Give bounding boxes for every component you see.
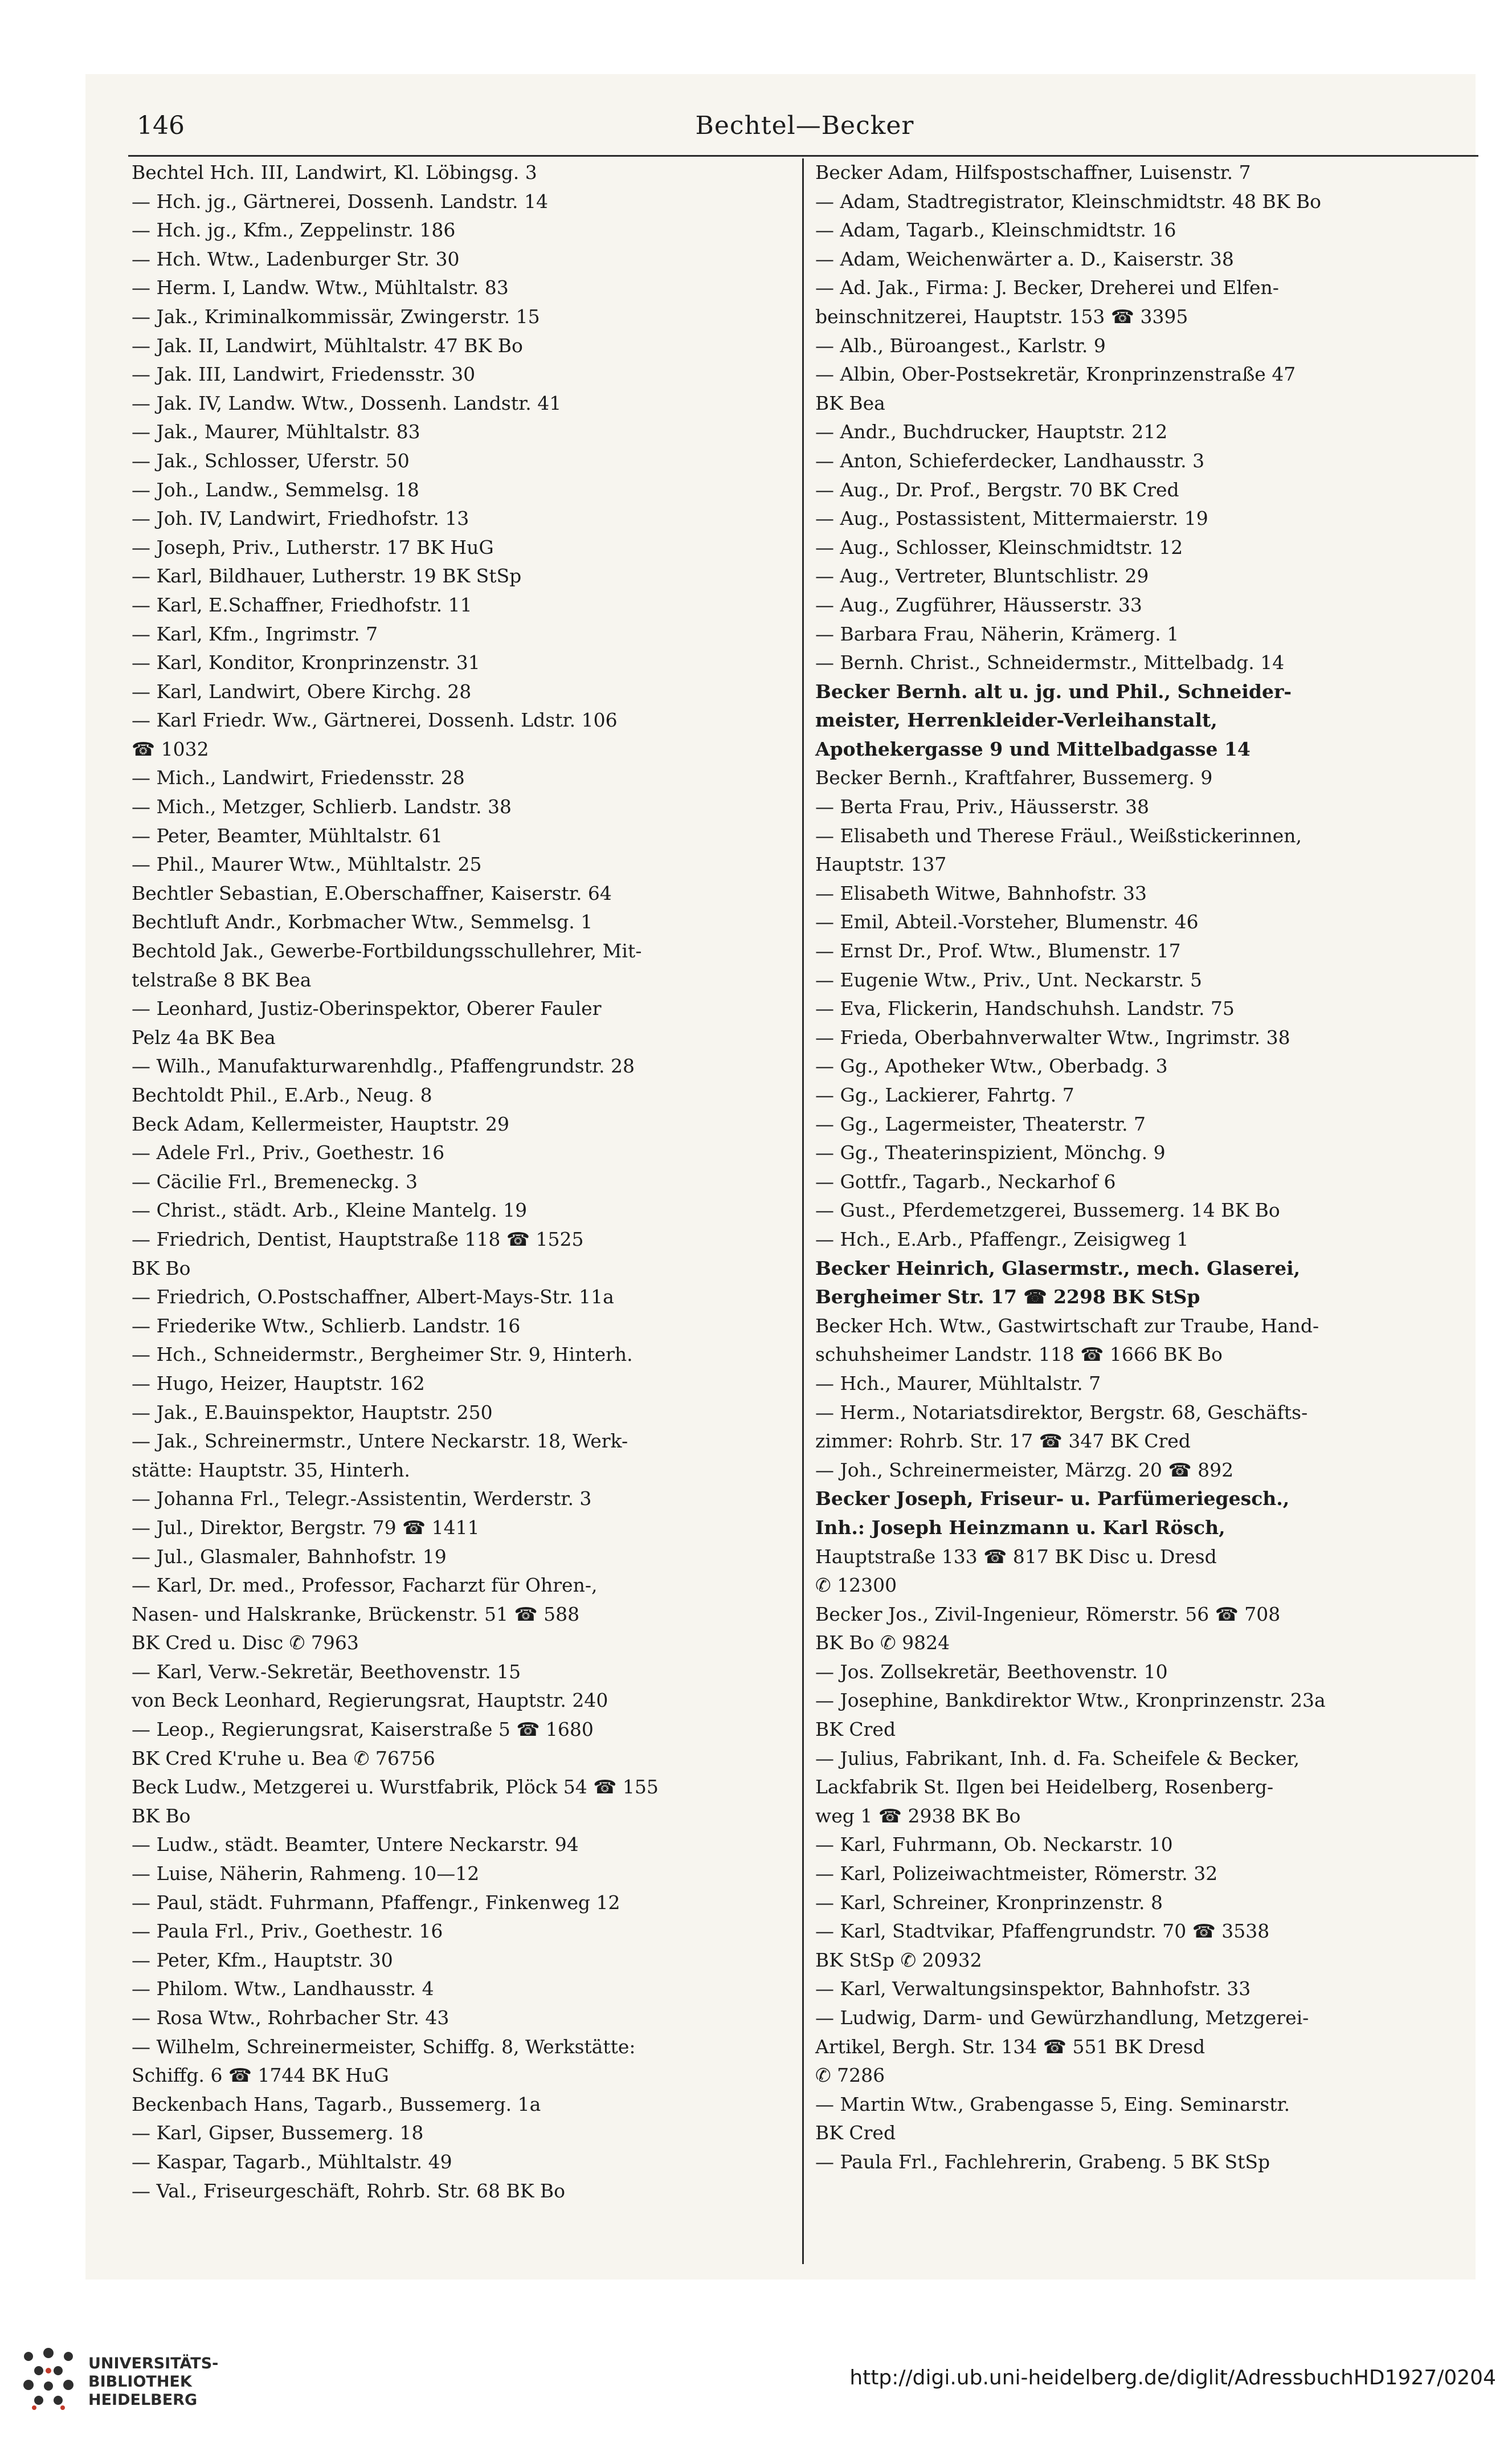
directory-entry: — Adam, Weichenwärter a. D., Kaiserstr. 38 [815,247,1234,270]
directory-entry: — Gg., Lackierer, Fahrtg. 7 [815,1084,1074,1106]
directory-entry: Schiffg. 6 ☎ 1744 BK HuG [132,2064,389,2087]
directory-entry: — Alb., Büroangest., Karlstr. 9 [815,334,1106,357]
directory-entry: — Peter, Kfm., Hauptstr. 30 [132,1948,393,1971]
directory-entry: — Herm. I, Landw. Wtw., Mühltalstr. 83 [132,276,509,299]
directory-entry: — Jul., Glasmaler, Bahnhofstr. 19 [132,1545,447,1568]
directory-entry: — Adam, Tagarb., Kleinschmidtstr. 16 [815,219,1176,242]
library-name-line: HEIDELBERG [88,2391,198,2409]
directory-entry: — Jak., E.Bauinspektor, Hauptstr. 250 [132,1401,493,1424]
directory-entry: weg 1 ☎ 2938 BK Bo [815,1804,1021,1827]
directory-entry: — Luise, Näherin, Rahmeng. 10—12 [132,1862,480,1885]
directory-entry: — Karl, Kfm., Ingrimstr. 7 [132,622,378,645]
directory-entry: Beck Ludw., Metzgerei u. Wurstfabrik, Plöck 54 ☎ 155 [132,1776,659,1799]
directory-entry: Becker Joseph, Friseur- u. Parfümeriegesch., [815,1487,1290,1510]
directory-entry: — Karl, Verw.-Sekretär, Beethovenstr. 15 [132,1660,521,1683]
directory-entry: Beckenbach Hans, Tagarb., Bussemerg. 1a [132,2093,541,2115]
directory-entry: — Gust., Pferdemetzgerei, Bussemerg. 14 BK Bo [815,1199,1280,1222]
directory-entry: — Mich., Metzger, Schlierb. Landstr. 38 [132,796,512,818]
directory-entry: ✆ 12300 [815,1574,897,1597]
directory-entry: — Karl, E.Schaffner, Friedhofstr. 11 [132,593,472,616]
directory-entry: — Ernst Dr., Prof. Wtw., Blumenstr. 17 [815,940,1181,963]
directory-entry: — Anton, Schieferdecker, Landhausstr. 3 [815,449,1205,472]
directory-entry: — Karl, Polizeiwachtmeister, Römerstr. 32 [815,1862,1218,1885]
directory-entry: BK Bo [132,1804,191,1827]
directory-entry: Bechtluft Andr., Korbmacher Wtw., Semmelsg. 1 [132,911,593,933]
directory-entry: — Hch. Wtw., Ladenburger Str. 30 [132,247,460,270]
directory-entry: — Leonhard, Justiz-Oberinspektor, Oberer Fauler [132,997,602,1020]
directory-entry: — Val., Friseurgeschäft, Rohrb. Str. 68 BK Bo [132,2179,565,2202]
directory-entry: — Hch. jg., Gärtnerei, Dossenh. Landstr. 14 [132,190,548,213]
page-title: Bechtel—Becker [695,111,914,140]
directory-entry: — Karl Friedr. Ww., Gärtnerei, Dossenh. Ldstr. 106 [132,709,618,732]
directory-entry: — Ludw., städt. Beamter, Untere Neckarstr. 94 [132,1833,579,1856]
directory-entry: — Jul., Direktor, Bergstr. 79 ☎ 1411 [132,1516,480,1539]
directory-entry: — Gg., Apotheker Wtw., Oberbadg. 3 [815,1055,1168,1078]
directory-entry: zimmer: Rohrb. Str. 17 ☎ 347 BK Cred [815,1430,1191,1453]
directory-entry: BK StSp ✆ 20932 [815,1948,982,1971]
directory-entry: — Karl, Bildhauer, Lutherstr. 19 BK StSp [132,565,522,588]
directory-entry: Becker Adam, Hilfspostschaffner, Luisenstr. 7 [815,161,1251,183]
directory-entry: BK Cred [815,1718,896,1741]
library-name [88,2355,218,2409]
header-rule [128,155,1478,157]
directory-entry: — Hch., E.Arb., Pfaffengr., Zeisigweg 1 [815,1228,1189,1250]
directory-entry: — Ad. Jak., Firma: J. Becker, Dreherei und Elfen- [815,276,1279,299]
directory-entry: — Jak. IV, Landw. Wtw., Dossenh. Landstr. 41 [132,392,562,414]
directory-entry: Beck Adam, Kellermeister, Hauptstr. 29 [132,1112,509,1135]
directory-entry: — Joh., Landw., Semmelsg. 18 [132,478,419,501]
directory-entry: — Joh., Schreinermeister, Märzg. 20 ☎ 892 [815,1458,1234,1481]
directory-entry: — Rosa Wtw., Rohrbacher Str. 43 [132,2007,449,2029]
library-name-line: UNIVERSITÄTS- [88,2355,219,2372]
directory-entry: — Leop., Regierungsrat, Kaiserstraße 5 ☎ 1680 [132,1718,594,1741]
directory-entry: BK Cred K'ruhe u. Bea ✆ 76756 [132,1747,435,1769]
right-column [812,158,1478,2177]
directory-entry: — Wilh., Manufakturwarenhdlg., Pfaffengrundstr. 28 [132,1055,635,1078]
directory-entry: — Elisabeth und Therese Fräul., Weißstickerinnen, [815,824,1302,847]
directory-entry: — Peter, Beamter, Mühltalstr. 61 [132,824,443,847]
directory-entry: — Albin, Ober-Postsekretär, Kronprinzenstraße 47 [815,363,1296,386]
directory-entry: — Josephine, Bankdirektor Wtw., Kronprinzenstr. 23a [815,1689,1326,1712]
directory-entry: ✆ 7286 [815,2064,885,2087]
directory-entry: Hauptstr. 137 [815,853,947,876]
directory-entry: — Friedrich, Dentist, Hauptstraße 118 ☎ 1525 [132,1228,584,1250]
directory-entry: — Karl, Landwirt, Obere Kirchg. 28 [132,680,472,703]
university-library-logo-icon [17,2345,80,2413]
directory-entry: meister, Herrenkleider-Verleihanstalt, [815,709,1217,732]
directory-entry: Bergheimer Str. 17 ☎ 2298 BK StSp [815,1286,1200,1308]
directory-entry: — Martin Wtw., Grabengasse 5, Eing. Seminarstr. [815,2093,1290,2115]
directory-entry: — Mich., Landwirt, Friedensstr. 28 [132,766,465,789]
directory-entry: Bechtel Hch. III, Landwirt, Kl. Löbingsg. 3 [132,161,537,183]
directory-entry: — Berta Frau, Priv., Häusserstr. 38 [815,796,1149,818]
directory-entry: Becker Jos., Zivil-Ingenieur, Römerstr. 56 ☎ 708 [815,1602,1281,1625]
directory-entry: — Herm., Notariatsdirektor, Bergstr. 68, Geschäfts- [815,1401,1308,1424]
directory-entry: Becker Bernh., Kraftfahrer, Bussemerg. 9 [815,766,1213,789]
directory-entry: stätte: Hauptstr. 35, Hinterh. [132,1458,410,1481]
directory-entry: — Emil, Abteil.-Vorsteher, Blumenstr. 46 [815,911,1199,933]
directory-entry: Becker Heinrich, Glasermstr., mech. Glaserei, [815,1257,1301,1279]
directory-entry: — Friedrich, O.Postschaffner, Albert-Mays-Str. 11a [132,1286,614,1308]
directory-entry: — Philom. Wtw., Landhausstr. 4 [132,1977,434,2000]
directory-entry: — Gottfr., Tagarb., Neckarhof 6 [815,1170,1116,1193]
directory-entry: — Jak. III, Landwirt, Friedensstr. 30 [132,363,476,386]
directory-entry: — Eva, Flickerin, Handschuhsh. Landstr. 75 [815,997,1235,1020]
directory-entry: — Barbara Frau, Näherin, Krämerg. 1 [815,622,1179,645]
directory-entry: schuhsheimer Landstr. 118 ☎ 1666 BK Bo [815,1343,1223,1366]
directory-entry: — Joh. IV, Landwirt, Friedhofstr. 13 [132,507,469,530]
source-url-link[interactable]: http://digi.ub.uni-heidelberg.de/diglit/AdressbuchHD1927/0204 [849,2366,1496,2389]
directory-entry: ☎ 1032 [132,737,209,760]
directory-entry: Becker Hch. Wtw., Gastwirtschaft zur Traube, Hand- [815,1314,1319,1337]
directory-entry: — Friederike Wtw., Schlierb. Landstr. 16 [132,1314,521,1337]
directory-entry: — Paula Frl., Priv., Goethestr. 16 [132,1920,443,1943]
directory-entry: — Jak., Schreinermstr., Untere Neckarstr. 18, Werk- [132,1430,628,1453]
directory-entry: — Joseph, Priv., Lutherstr. 17 BK HuG [132,536,494,558]
directory-entry: — Paula Frl., Fachlehrerin, Grabeng. 5 BK StSp [815,2150,1270,2173]
directory-entry: — Eugenie Wtw., Priv., Unt. Neckarstr. 5 [815,968,1202,991]
directory-entry: Bechtold Jak., Gewerbe-Fortbildungsschullehrer, Mit- [132,940,642,963]
directory-entry: Pelz 4a BK Bea [132,1026,276,1049]
directory-entry: — Wilhelm, Schreinermeister, Schiffg. 8, Werkstätte: [132,2035,636,2058]
directory-entry: — Hugo, Heizer, Hauptstr. 162 [132,1372,425,1394]
directory-entry: BK Bea [815,392,885,414]
directory-entry: beinschnitzerei, Hauptstr. 153 ☎ 3395 [815,305,1188,328]
directory-entry: von Beck Leonhard, Regierungsrat, Hauptstr. 240 [132,1689,608,1712]
directory-entry: — Kaspar, Tagarb., Mühltalstr. 49 [132,2150,452,2173]
directory-entry: BK Bo [132,1257,191,1279]
directory-entry: BK Cred [815,2122,896,2144]
directory-entry: — Ludwig, Darm- und Gewürzhandlung, Metzgerei- [815,2007,1309,2029]
directory-entry: — Aug., Schlosser, Kleinschmidtstr. 12 [815,536,1183,558]
directory-entry: — Aug., Postassistent, Mittermaierstr. 19 [815,507,1208,530]
directory-entry: BK Bo ✆ 9824 [815,1632,950,1654]
directory-entry: Becker Bernh. alt u. jg. und Phil., Schneider- [815,680,1292,703]
directory-entry: — Adele Frl., Priv., Goethestr. 16 [132,1141,445,1164]
directory-entry: Lackfabrik St. Ilgen bei Heidelberg, Rosenberg- [815,1776,1274,1799]
page-header [137,111,1473,151]
directory-entry: — Gg., Lagermeister, Theaterstr. 7 [815,1112,1146,1135]
directory-entry: Inh.: Joseph Heinzmann u. Karl Rösch, [815,1516,1225,1539]
directory-entry: — Karl, Konditor, Kronprinzenstr. 31 [132,651,480,674]
directory-entry: Nasen- und Halskranke, Brückenstr. 51 ☎ 588 [132,1602,580,1625]
directory-entry: — Aug., Zugführer, Häusserstr. 33 [815,593,1142,616]
directory-entry: — Karl, Fuhrmann, Ob. Neckarstr. 10 [815,1833,1173,1856]
directory-entry: Bechtoldt Phil., E.Arb., Neug. 8 [132,1084,432,1106]
directory-entry: — Gg., Theaterinspizient, Mönchg. 9 [815,1141,1166,1164]
library-name-line: BIBLIOTHEK [88,2373,192,2391]
directory-entry: telstraße 8 BK Bea [132,968,312,991]
directory-entry: BK Cred u. Disc ✆ 7963 [132,1632,359,1654]
directory-entry: — Johanna Frl., Telegr.-Assistentin, Werderstr. 3 [132,1487,592,1510]
footer [0,2291,1512,2455]
directory-entry: — Karl, Stadtvikar, Pfaffengrundstr. 70 ☎ 3538 [815,1920,1270,1943]
directory-entry: — Hch., Maurer, Mühltalstr. 7 [815,1372,1101,1394]
directory-entry: — Jos. Zollsekretär, Beethovenstr. 10 [815,1660,1168,1683]
directory-entry: — Phil., Maurer Wtw., Mühltalstr. 25 [132,853,482,876]
left-column [128,158,795,2205]
directory-entry: — Jak., Schlosser, Uferstr. 50 [132,449,410,472]
directory-entry: — Hch. jg., Kfm., Zeppelinstr. 186 [132,219,456,242]
directory-entry: — Cäcilie Frl., Bremeneckg. 3 [132,1170,418,1193]
directory-entry: — Aug., Dr. Prof., Bergstr. 70 BK Cred [815,478,1179,501]
directory-entry: — Karl, Verwaltungsinspektor, Bahnhofstr. 33 [815,1977,1251,2000]
directory-entry: — Elisabeth Witwe, Bahnhofstr. 33 [815,882,1147,904]
directory-entry: — Andr., Buchdrucker, Hauptstr. 212 [815,421,1168,443]
directory-entry: Artikel, Bergh. Str. 134 ☎ 551 BK Dresd [815,2035,1205,2058]
directory-entry: — Christ., städt. Arb., Kleine Mantelg. 19 [132,1199,528,1222]
directory-entry: Hauptstraße 133 ☎ 817 BK Disc u. Dresd [815,1545,1217,1568]
directory-entry: — Aug., Vertreter, Bluntschlistr. 29 [815,565,1149,588]
directory-entry: — Paul, städt. Fuhrmann, Pfaffengr., Finkenweg 12 [132,1891,620,1914]
directory-entry: — Bernh. Christ., Schneidermstr., Mittelbadg. 14 [815,651,1285,674]
directory-entry: — Karl, Dr. med., Professor, Facharzt für Ohren-, [132,1574,598,1597]
directory-entry: — Hch., Schneidermstr., Bergheimer Str. 9, Hinterh. [132,1343,633,1366]
directory-entry: — Karl, Schreiner, Kronprinzenstr. 8 [815,1891,1163,1914]
directory-entry: — Jak., Kriminalkommissär, Zwingerstr. 15 [132,305,540,328]
directory-entry: Apothekergasse 9 und Mittelbadgasse 14 [815,737,1251,760]
directory-entry: — Frieda, Oberbahnverwalter Wtw., Ingrimstr. 38 [815,1026,1290,1049]
directory-entry: — Julius, Fabrikant, Inh. d. Fa. Scheifele & Becker, [815,1747,1300,1769]
directory-entry: — Adam, Stadtregistrator, Kleinschmidtstr. 48 BK Bo [815,190,1321,213]
column-divider [802,158,804,2264]
directory-entry: — Jak., Maurer, Mühltalstr. 83 [132,421,420,443]
directory-entry: — Jak. II, Landwirt, Mühltalstr. 47 BK Bo [132,334,523,357]
directory-entry: — Karl, Gipser, Bussemerg. 18 [132,2122,424,2144]
page-number: 146 [137,111,185,140]
directory-entry: Bechtler Sebastian, E.Oberschaffner, Kaiserstr. 64 [132,882,612,904]
